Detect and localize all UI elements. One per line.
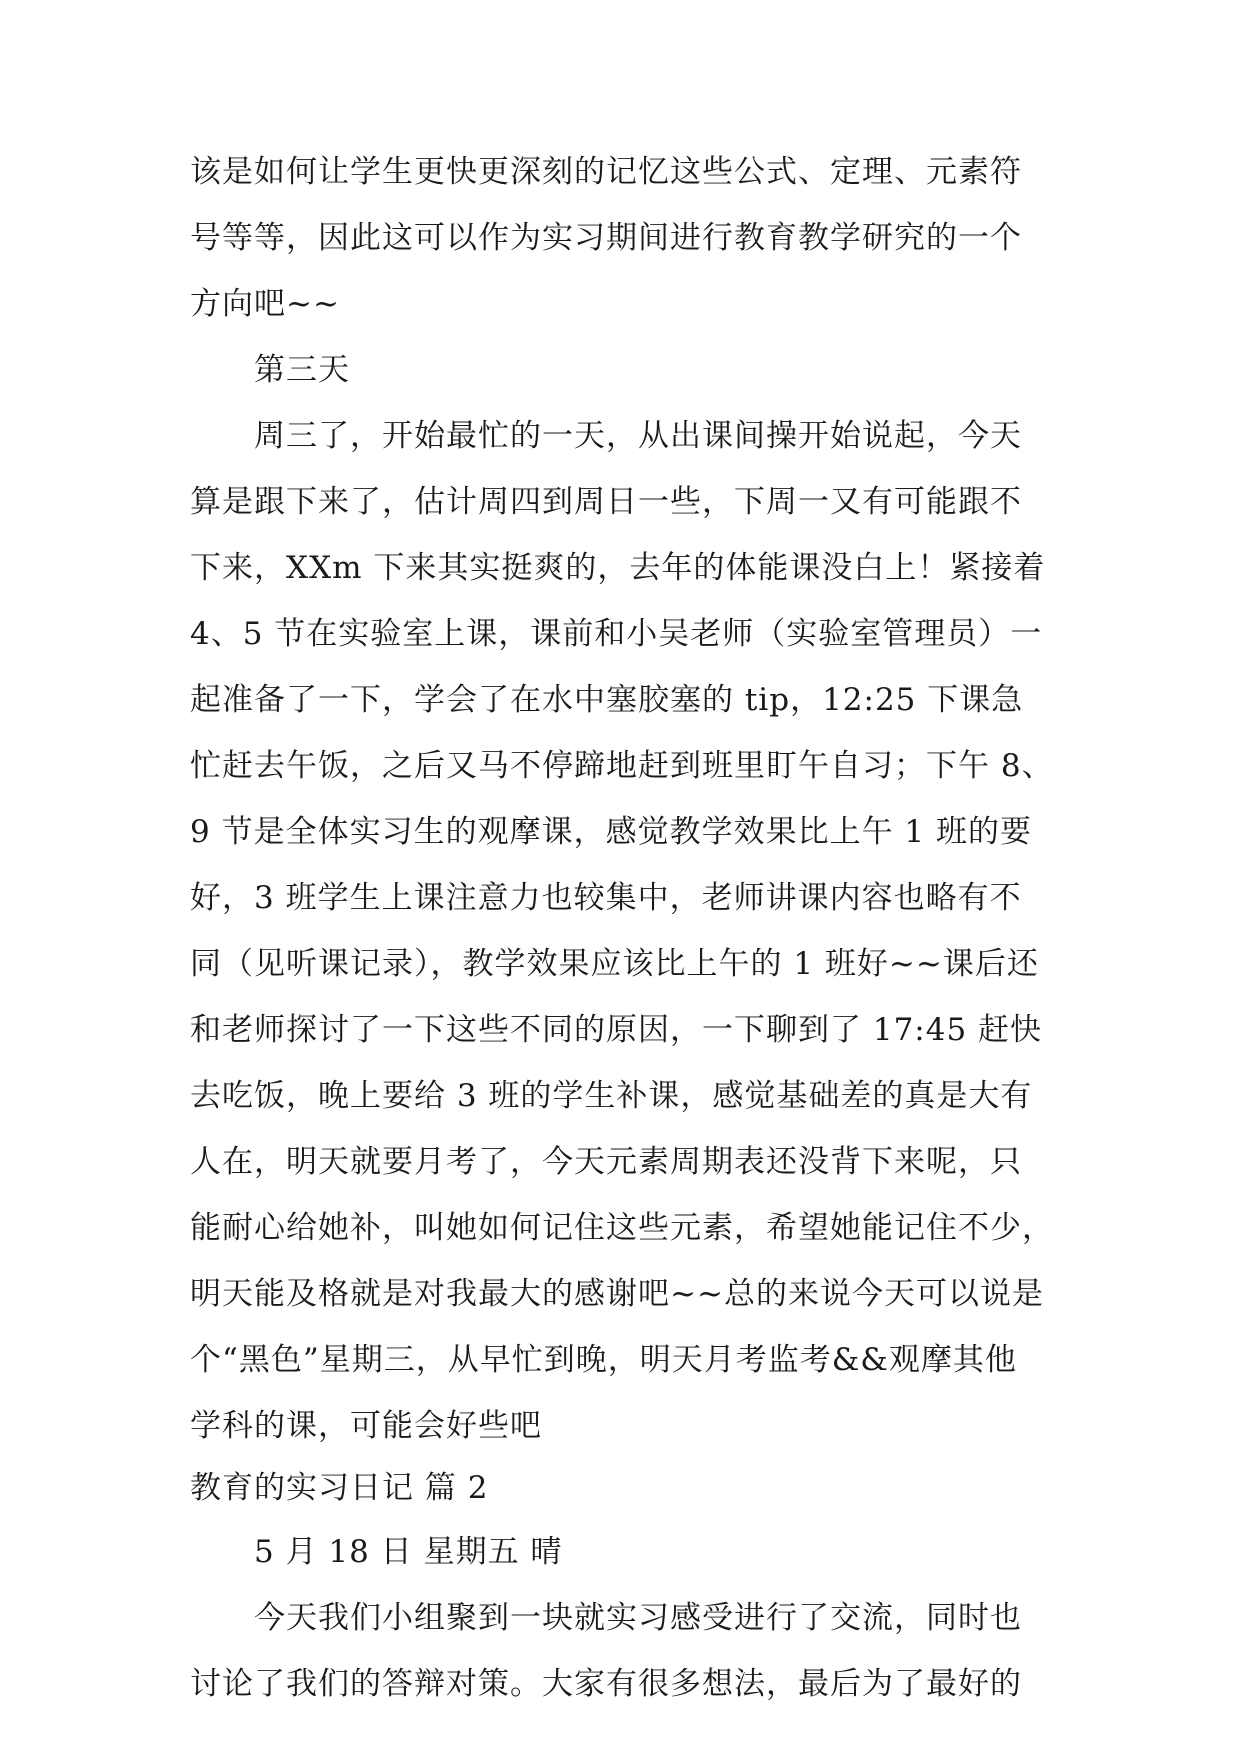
section-heading: 第三天	[254, 352, 350, 388]
article-heading: 教育的实习日记 篇 2	[190, 1470, 489, 1506]
text-line: 该是如何让学生更快更深刻的记忆这些公式、定理、元素符	[190, 154, 1022, 190]
text-line: 和老师探讨了一下这些不同的原因，一下聊到了 17:45 赶快	[190, 1012, 1043, 1048]
text-line: 今天我们小组聚到一块就实习感受进行了交流，同时也	[254, 1600, 1022, 1636]
text-line: 学科的课，可能会好些吧	[190, 1408, 542, 1444]
text-line: 好，3 班学生上课注意力也较集中，老师讲课内容也略有不	[190, 880, 1022, 916]
text-line: 人在，明天就要月考了，今天元素周期表还没背下来呢，只	[190, 1144, 1022, 1180]
text-line: 周三了，开始最忙的一天，从出课间操开始说起，今天	[254, 418, 1022, 454]
text-line: 算是跟下来了，估计周四到周日一些，下周一又有可能跟不	[190, 484, 1022, 520]
text-line: 9 节是全体实习生的观摩课，感觉教学效果比上午 1 班的要	[190, 814, 1033, 850]
text-line: 下来，XXm 下来其实挺爽的，去年的体能课没白上！紧接着	[190, 550, 1046, 586]
text-line: 去吃饭，晚上要给 3 班的学生补课，感觉基础差的真是大有	[190, 1078, 1033, 1114]
text-line: 忙赶去午饭，之后又马不停蹄地赶到班里盯午自习；下午 8、	[190, 748, 1054, 784]
text-line: 讨论了我们的答辩对策。大家有很多想法，最后为了最好的	[190, 1666, 1022, 1702]
text-line: 明天能及格就是对我最大的感谢吧~~总的来说今天可以说是	[190, 1276, 1044, 1312]
text-line: 能耐心给她补，叫她如何记住这些元素，希望她能记住不少，	[190, 1210, 1054, 1246]
text-line: 4、5 节在实验室上课，课前和小吴老师（实验室管理员）一	[190, 616, 1043, 652]
date-line: 5 月 18 日 星期五 晴	[254, 1534, 563, 1570]
text-line: 个“黑色”星期三，从早忙到晚，明天月考监考&&观摩其他	[190, 1342, 1017, 1378]
text-line: 号等等，因此这可以作为实习期间进行教育教学研究的一个	[190, 220, 1022, 256]
text-line: 起准备了一下，学会了在水中塞胶塞的 tip，12:25 下课急	[190, 682, 1024, 718]
text-line: 方向吧~~	[190, 286, 340, 322]
text-line: 同（见听课记录），教学效果应该比上午的 1 班好~~课后还	[190, 946, 1039, 982]
